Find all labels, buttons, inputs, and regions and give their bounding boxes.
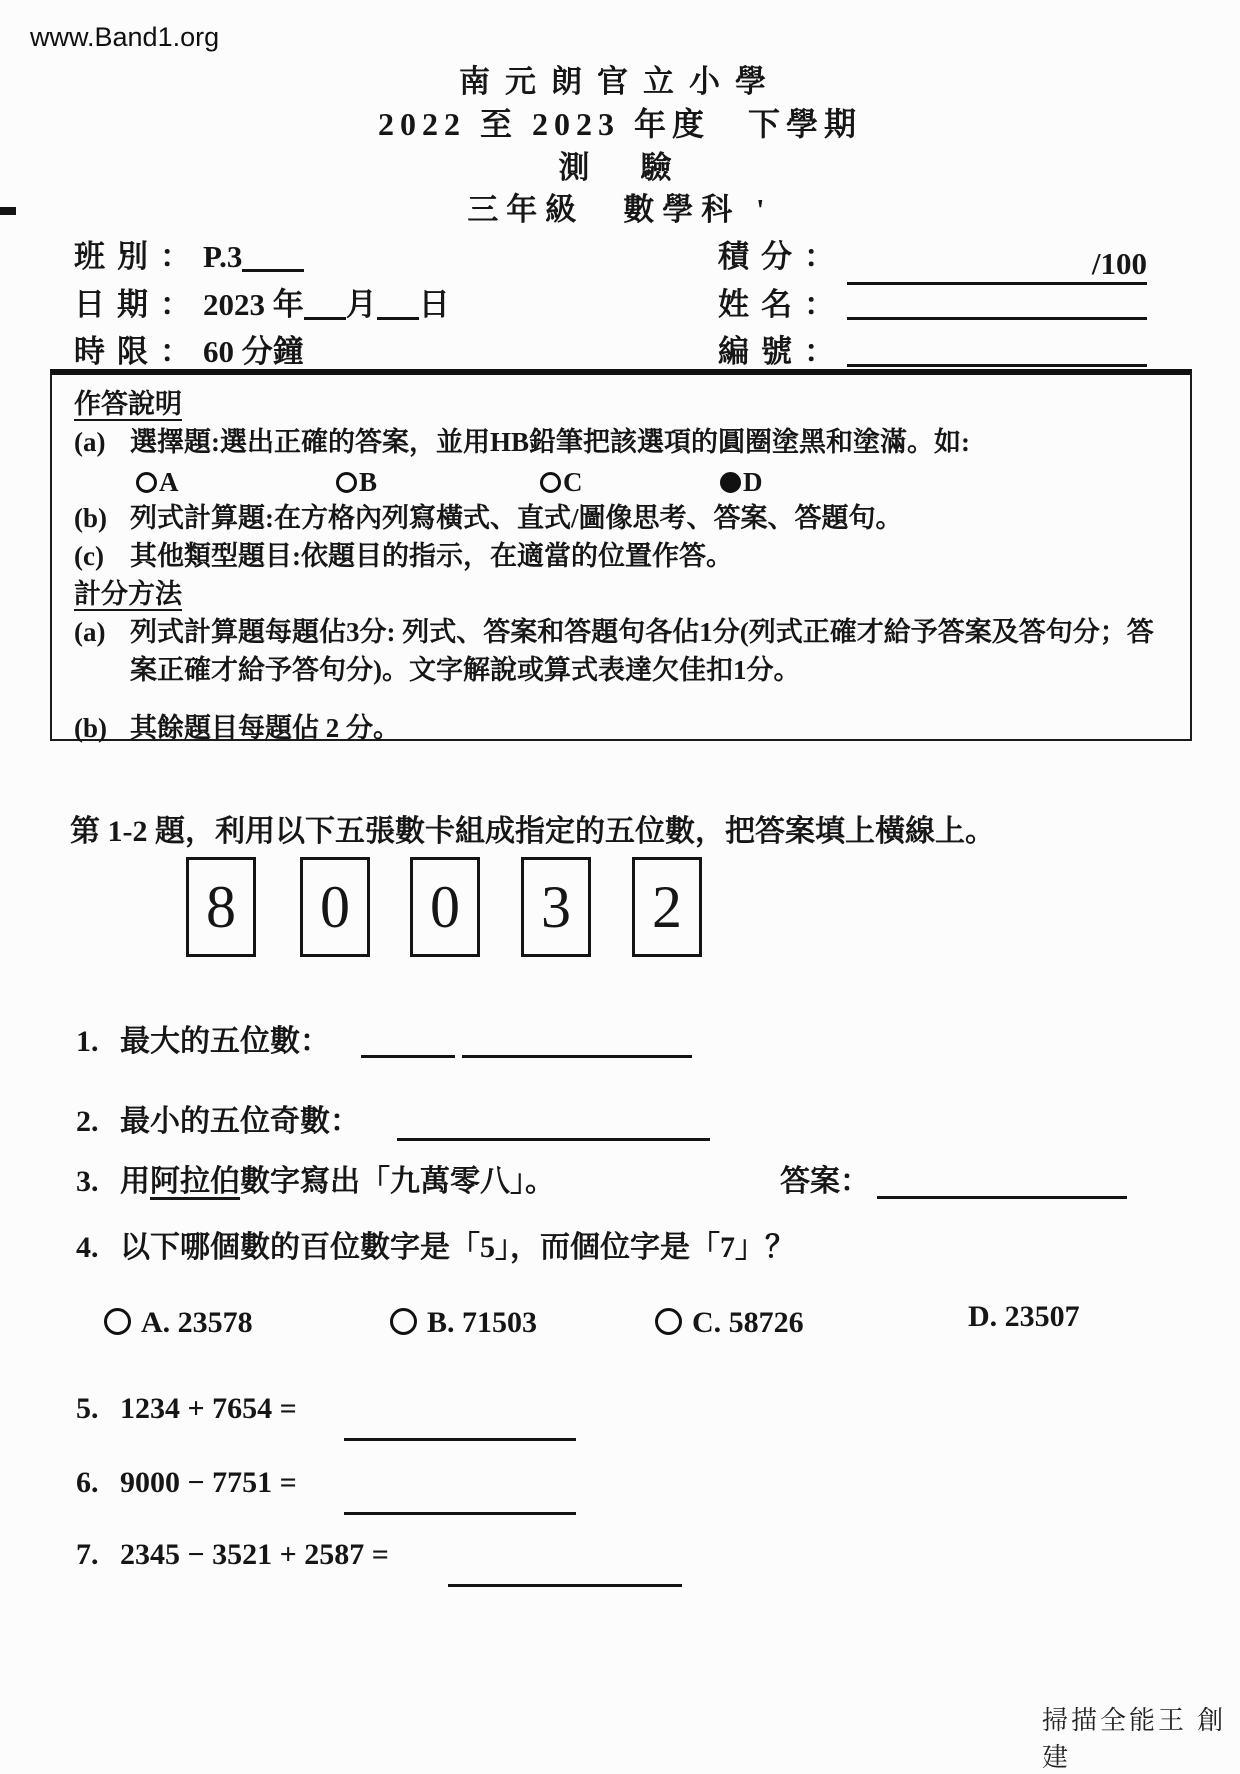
scoring-item-b — [74, 709, 1170, 747]
name-row — [718, 279, 1147, 324]
name-label: 姓名： — [718, 287, 847, 322]
id-label: 編號： — [718, 334, 847, 369]
exam-type: 測 驗 — [558, 150, 682, 185]
question-7-expression: 2345 − 3521 + 2587 = — [120, 1538, 389, 1571]
number-card: 2 — [632, 857, 702, 957]
question-1-number: 1. — [76, 1025, 99, 1058]
scanner-credit: 掃描全能王 創建 — [1042, 1705, 1227, 1772]
question-3-text-pre: 用 — [120, 1165, 150, 1198]
q4-option-a — [104, 1306, 253, 1340]
date-day-blank — [377, 286, 419, 320]
id-row — [718, 326, 1147, 371]
demo-option-c — [540, 463, 583, 501]
number-card: 3 — [521, 857, 591, 957]
q3-answer-blank — [877, 1196, 1127, 1199]
question-1 — [76, 1016, 330, 1060]
date-label: 日期： — [74, 287, 203, 322]
q4-option-c-label: C. — [692, 1306, 722, 1339]
q4-option-d — [968, 1300, 1080, 1334]
instructions-box — [50, 369, 1192, 741]
scoring-title: 計分方法 — [74, 579, 182, 609]
circle-outline-icon — [136, 472, 157, 493]
time-row — [74, 326, 304, 371]
answer-bubble-icon — [655, 1308, 682, 1335]
instructions-title: 作答說明 — [74, 389, 182, 419]
question-4-text: 以下哪個數的百位數字是「5」，而個位字是「7」？ — [120, 1231, 795, 1264]
scoring-b-label: (b) — [74, 713, 107, 743]
school-name: 南元朗官立小學 — [459, 64, 781, 99]
answer-bubble-icon — [104, 1308, 131, 1335]
q2-answer-blank — [397, 1138, 710, 1141]
score-row — [718, 231, 1147, 285]
name-blank — [847, 286, 1147, 320]
number-card: 8 — [186, 857, 256, 957]
time-label: 時限： — [74, 334, 203, 369]
question-2-text: 最小的五位奇數： — [120, 1105, 360, 1138]
q4-option-c — [655, 1306, 804, 1340]
date-month-blank — [304, 286, 346, 320]
demo-option-b-label: B — [359, 467, 378, 497]
demo-option-b — [336, 463, 377, 501]
scoring-a-text: 列式計算題每題佔3分: 列式、答案和答題句各佔1分(列式正確才給予答案及答句分；答案正確才給予答句分)。文字解說或算式表達欠佳扣1分。 — [130, 617, 1154, 685]
question-3 — [76, 1156, 555, 1200]
section-1-2-intro: 第 1-2 題，利用以下五張數卡組成指定的五位數，把答案填上橫線上。 — [70, 815, 995, 848]
q4-option-d-value: 23507 — [1004, 1300, 1080, 1333]
question-6 — [76, 1466, 297, 1500]
item-b-label: (b) — [74, 503, 107, 533]
id-blank — [847, 333, 1147, 367]
date-row — [74, 279, 450, 324]
scoring-b-text: 其餘題目每題佔 2 分。 — [130, 713, 400, 743]
item-a-text: 選擇題:選出正確的答案，並用HB鉛筆把該選項的圓圈塗黑和塗滿。如: — [130, 427, 970, 457]
question-4-number: 4. — [76, 1231, 99, 1264]
score-label: 積分： — [718, 239, 847, 274]
instruction-item-b — [74, 499, 1170, 537]
question-7-number: 7. — [76, 1538, 99, 1571]
circle-outline-icon — [540, 472, 561, 493]
scoring-a-label: (a) — [74, 617, 106, 647]
q1-answer-blank-long — [462, 1055, 692, 1058]
question-1-text: 最大的五位數： — [120, 1025, 330, 1058]
question-5-number: 5. — [76, 1392, 99, 1425]
demo-option-c-label: C — [563, 467, 583, 497]
class-blank — [242, 238, 304, 272]
score-blank: /100 — [847, 246, 1147, 285]
demo-option-a-label: A — [159, 467, 179, 497]
q3-answer-label: 答案： — [780, 1165, 870, 1198]
question-6-expression: 9000 − 7751 = — [120, 1466, 297, 1499]
circle-filled-icon — [720, 472, 741, 493]
q4-option-b-value: 71503 — [462, 1306, 538, 1339]
question-3-number: 3. — [76, 1165, 99, 1198]
q4-option-c-value: 58726 — [728, 1306, 804, 1339]
class-label: 班別： — [74, 239, 203, 274]
grade-subject: 三年級 數學科 ' — [467, 192, 773, 227]
instruction-item-c — [74, 537, 1170, 575]
question-4 — [76, 1222, 795, 1266]
item-c-label: (c) — [74, 541, 104, 571]
q6-answer-blank — [344, 1512, 576, 1515]
q4-option-b-label: B. — [427, 1306, 455, 1339]
q7-answer-blank — [448, 1584, 682, 1587]
q4-option-d-label: D. — [968, 1300, 998, 1333]
demo-options-row — [74, 461, 1170, 499]
item-c-text: 其他類型題目:依題目的指示，在適當的位置作答。 — [130, 541, 733, 571]
answer-bubble-icon — [390, 1308, 417, 1335]
class-row — [74, 231, 304, 276]
question-3-underlined-word: 阿拉伯 — [150, 1165, 240, 1198]
watermark-url: www.Band1.org — [30, 22, 220, 52]
circle-outline-icon — [336, 472, 357, 493]
class-value: P.3 — [203, 239, 243, 274]
demo-option-a — [136, 463, 179, 501]
time-value: 60 分鐘 — [203, 334, 304, 369]
question-5 — [76, 1392, 297, 1426]
demo-option-d — [720, 463, 763, 501]
q1-answer-blank-short — [361, 1055, 455, 1058]
demo-option-d-label: D — [743, 467, 763, 497]
q5-answer-blank — [344, 1438, 576, 1441]
school-year-term: 2022 至 2023 年度 下學期 — [377, 106, 862, 142]
question-7 — [76, 1538, 389, 1572]
question-6-number: 6. — [76, 1466, 99, 1499]
question-2 — [76, 1096, 360, 1140]
date-day-label: 日 — [418, 287, 450, 322]
date-year: 2023 年 — [203, 287, 304, 322]
q4-option-a-value: 23578 — [177, 1306, 253, 1339]
date-month-label: 月 — [345, 287, 377, 322]
instruction-item-a — [74, 423, 1170, 461]
q4-option-a-label: A. — [141, 1306, 171, 1339]
scoring-item-a — [74, 613, 1170, 689]
question-3-text-post: 數字寫出「九萬零八」。 — [240, 1165, 555, 1198]
item-b-text: 列式計算題:在方格內列寫橫式、直式/圖像思考、答案、答題句。 — [130, 503, 903, 533]
item-a-label: (a) — [74, 427, 106, 457]
question-5-expression: 1234 + 7654 = — [120, 1392, 297, 1425]
number-card: 0 — [410, 857, 480, 957]
q4-option-b — [390, 1306, 537, 1340]
number-card: 0 — [300, 857, 370, 957]
question-2-number: 2. — [76, 1105, 99, 1138]
